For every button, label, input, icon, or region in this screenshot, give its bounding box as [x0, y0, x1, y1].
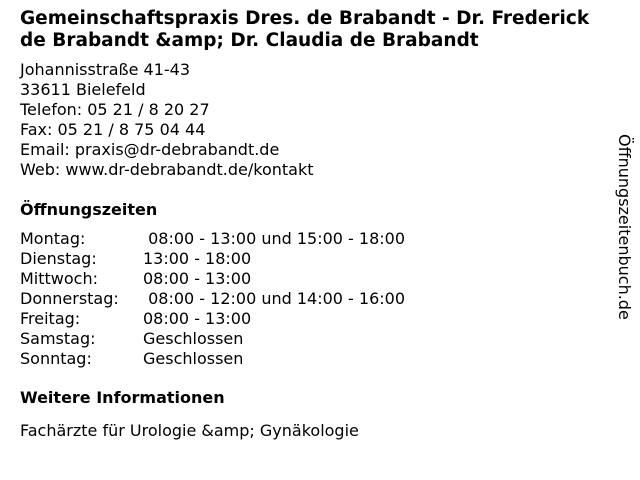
hours-time: 08:00 - 13:00 [143, 309, 252, 328]
hours-day: Samstag: [20, 329, 96, 348]
hours-day: Mittwoch: [20, 269, 98, 288]
phone-line: Telefon: 05 21 / 8 20 27 [20, 100, 210, 119]
hours-time: 08:00 - 13:00 [143, 269, 252, 288]
hours-time: 08:00 - 12:00 und 14:00 - 16:00 [143, 289, 406, 308]
email-line: Email: praxis@dr-debrabandt.de [20, 140, 280, 159]
hours-heading: Öffnungszeiten [20, 200, 158, 219]
hours-row-sunday [20, 349, 590, 369]
hours-day: Dienstag: [20, 249, 97, 268]
info-text: Fachärzte für Urologie &amp; Gynäkologie [20, 421, 359, 440]
hours-table [20, 229, 590, 369]
hours-day: Freitag: [20, 309, 81, 328]
hours-time: Geschlossen [143, 349, 244, 368]
street-line: Johannisstraße 41-43 [20, 60, 191, 79]
brand-watermark: Öffnungszeitenbuch.de [615, 134, 634, 320]
hours-row-tuesday [20, 249, 590, 269]
hours-time: Geschlossen [143, 329, 244, 348]
hours-row-friday [20, 309, 590, 329]
web-line: Web: www.dr-debrabandt.de/kontakt [20, 160, 314, 179]
hours-day: Montag: [20, 229, 86, 248]
city-line: 33611 Bielefeld [20, 80, 146, 99]
hours-row-wednesday [20, 269, 590, 289]
hours-row-monday [20, 229, 590, 249]
hours-time: 08:00 - 13:00 und 15:00 - 18:00 [143, 229, 406, 248]
practice-title: Gemeinschaftspraxis Dres. de Brabandt - Dr. Frederick de Brabandt &amp; Dr. Claudia de Brabandt [20, 8, 590, 51]
hours-time: 13:00 - 18:00 [143, 249, 252, 268]
hours-row-thursday [20, 289, 590, 309]
address-block [20, 60, 590, 180]
hours-day: Sonntag: [20, 349, 92, 368]
fax-line: Fax: 05 21 / 8 75 04 44 [20, 120, 206, 139]
practice-card [20, 8, 590, 441]
info-heading: Weitere Informationen [20, 388, 225, 407]
hours-row-saturday [20, 329, 590, 349]
hours-day: Donnerstag: [20, 289, 119, 308]
